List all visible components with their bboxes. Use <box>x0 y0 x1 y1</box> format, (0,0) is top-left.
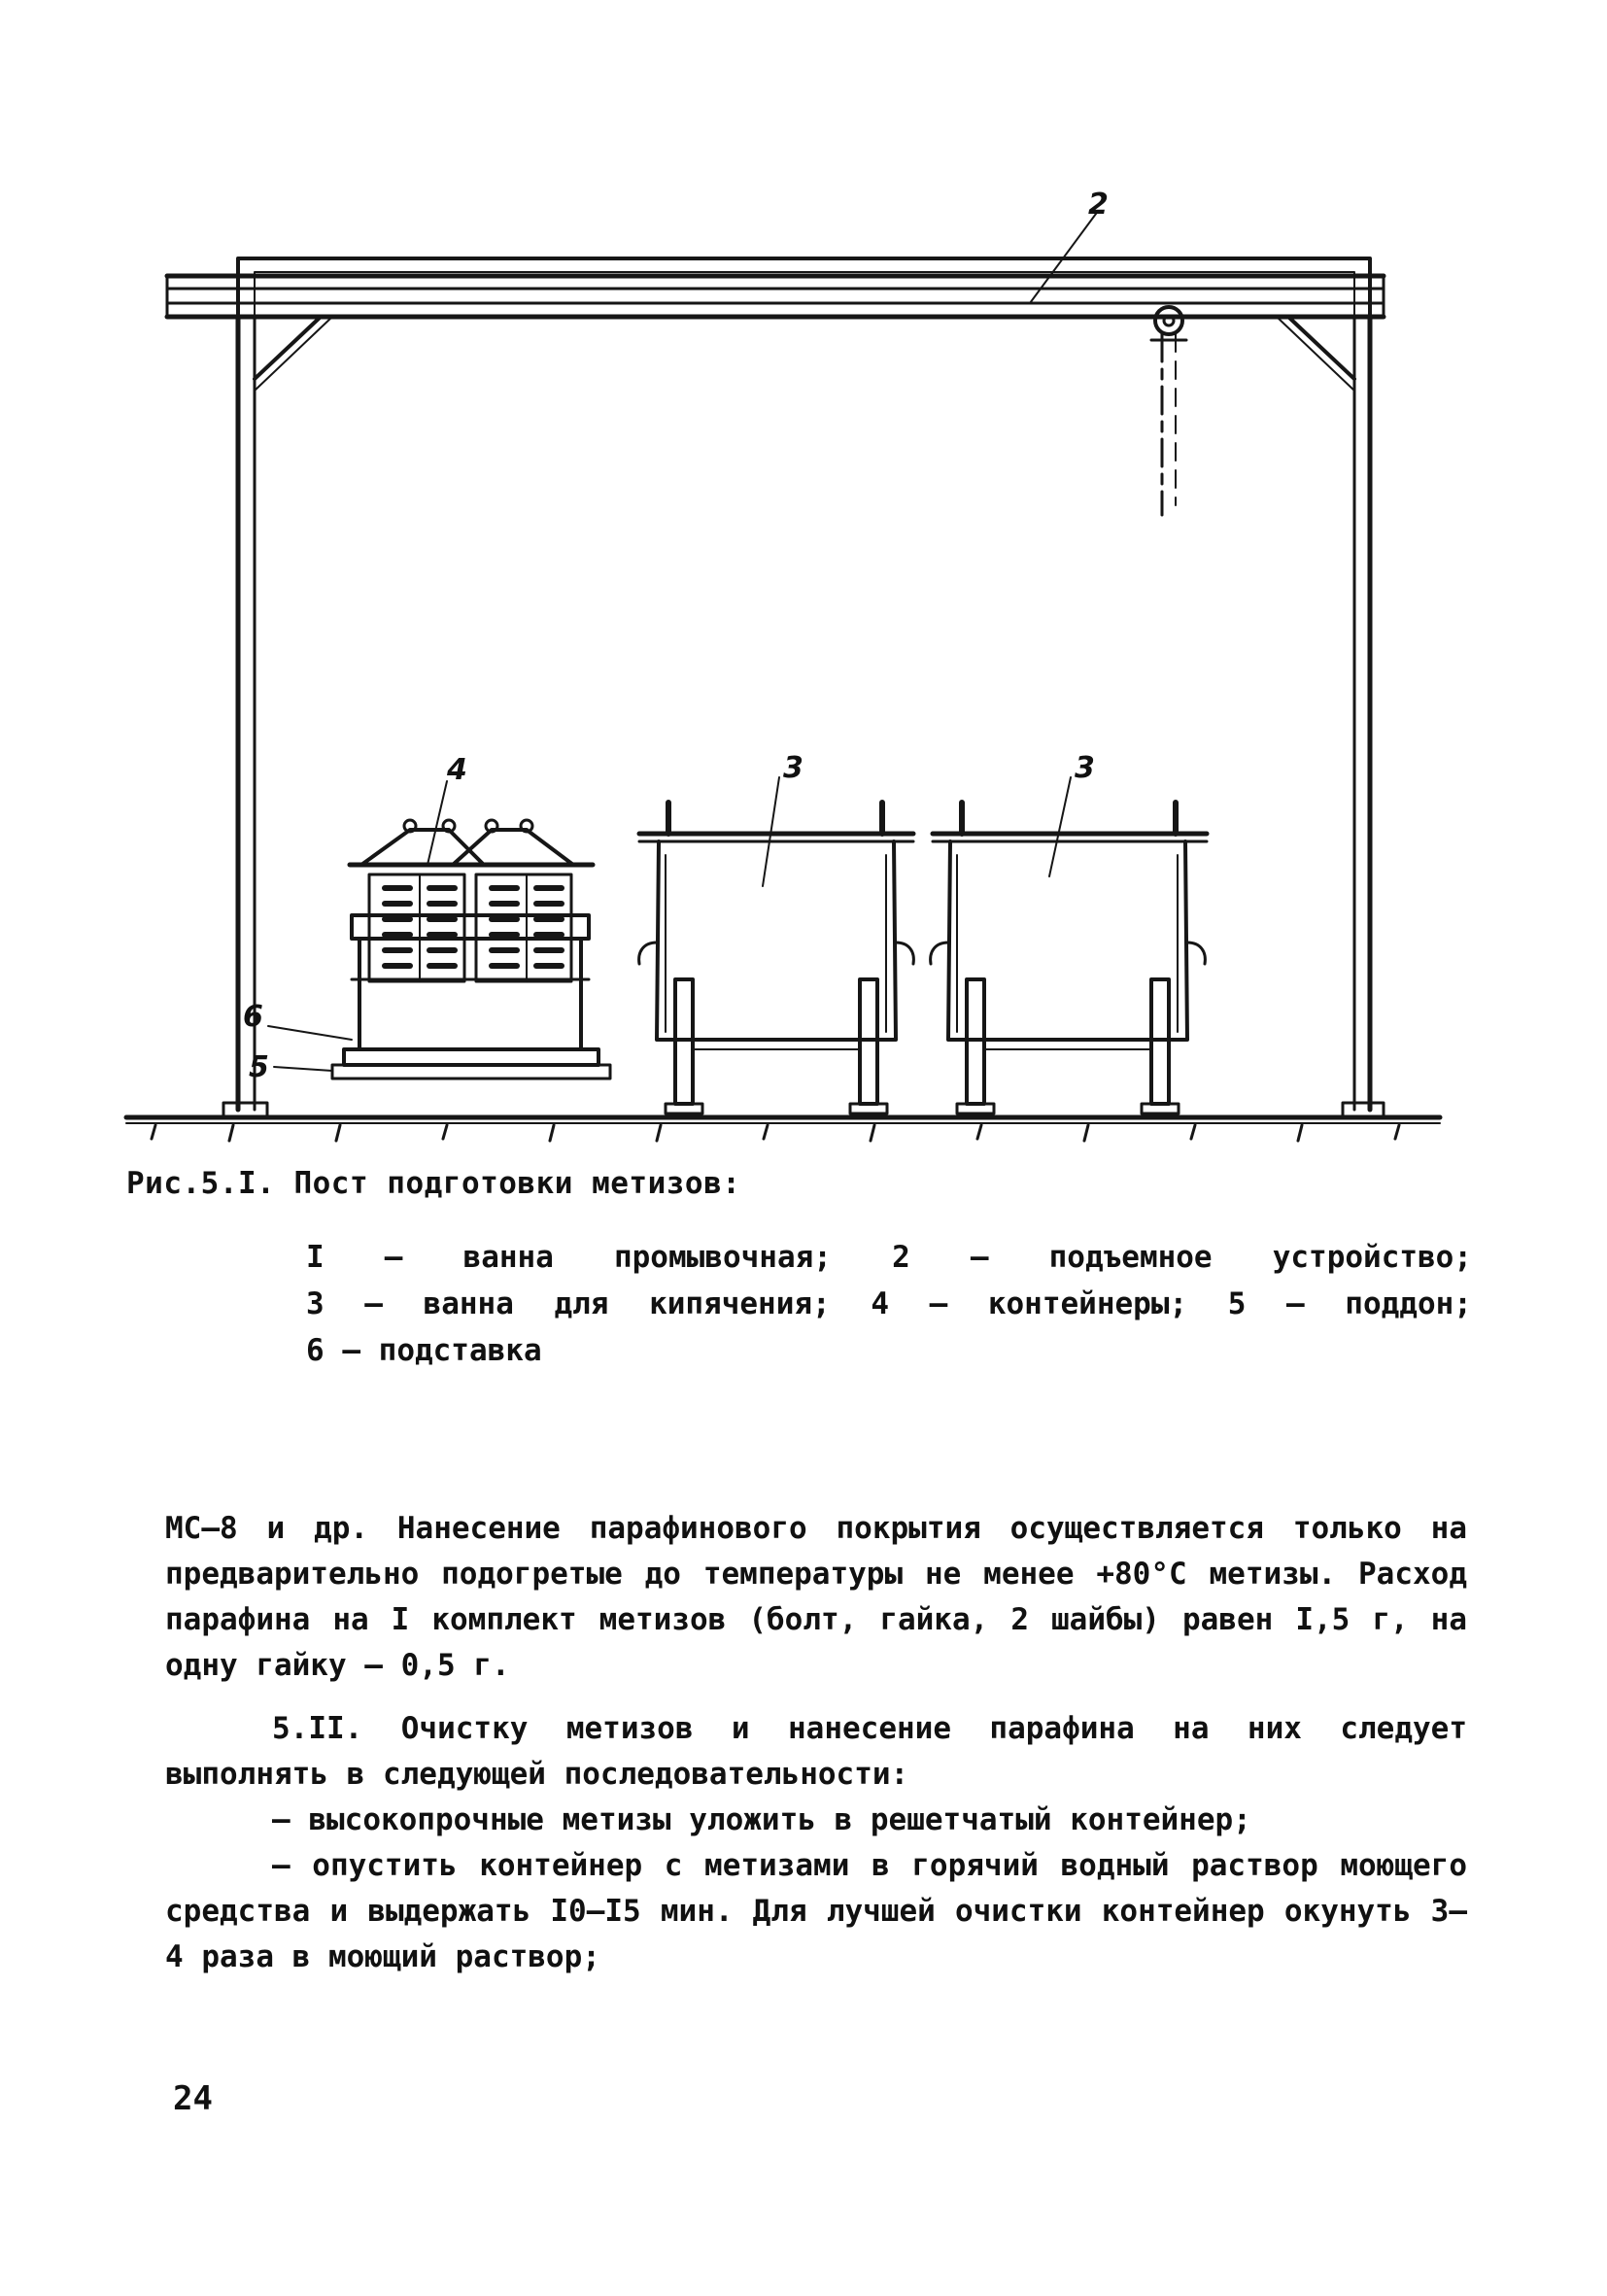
figure-caption-list <box>306 1234 1472 1374</box>
caption-item: I – ванна промывочная; <box>306 1240 832 1275</box>
callout-tank-left: 3 <box>783 751 804 785</box>
tank-right <box>931 777 1207 1114</box>
step-item: – высокопрочные метизы уложить в решетчатый контейнер; <box>272 1802 1251 1837</box>
callout-containers: 4 <box>447 753 467 787</box>
figure-caption-title: Рис.5.I. Пост подготовки метизов: <box>126 1166 741 1201</box>
callout-stand: 6 <box>243 1000 263 1034</box>
callout-hoist: 2 <box>1088 188 1109 222</box>
body-text <box>165 1506 1467 1980</box>
callouts <box>243 188 1109 1084</box>
floor <box>126 1117 1440 1141</box>
callout-tank-right: 3 <box>1075 751 1095 785</box>
step-list <box>165 1798 1467 1980</box>
hoist-trolley <box>1137 307 1201 515</box>
caption-item: 6 – подставка <box>306 1333 542 1368</box>
caption-item: 3 – ванна для кипячения; <box>306 1286 831 1321</box>
container-slats <box>385 888 562 966</box>
gantry-frame <box>167 258 1384 1116</box>
station-schematic <box>107 185 1487 1176</box>
caption-item: 5 – поддон; <box>1227 1286 1472 1321</box>
caption-item: 2 – подъемное устройство; <box>892 1240 1473 1275</box>
caption-item: 4 – контейнеры; <box>871 1286 1188 1321</box>
paragraph-section-5-11: 5.II. Очистку метизов и нанесение парафина на них следует выполнять в следующей последовательности: <box>165 1711 1467 1792</box>
paragraph-paraffin: МС–8 и др. Нанесение парафинового покрытия осуществляется только на предварительно подогретые до температуры не менее +80°С метизы. Расход парафина на I комплект метизов (болт, гайка, 2 шайбы) равен I,5 г, на одну гайку – 0,5 г. <box>165 1511 1467 1683</box>
callout-tray: 5 <box>249 1050 269 1084</box>
equipment-drawing <box>107 185 1487 1176</box>
step-item: – опустить контейнер с метизами в горячий водный раствор моющего средства и выдержать I0–I5 мин. Для лучшей очистки контейнер окунуть 3–4 раза в моющий раствор; <box>165 1848 1467 1974</box>
tank-left <box>639 777 914 1114</box>
page-number: 24 <box>173 2079 213 2118</box>
container-rack <box>268 781 610 1079</box>
